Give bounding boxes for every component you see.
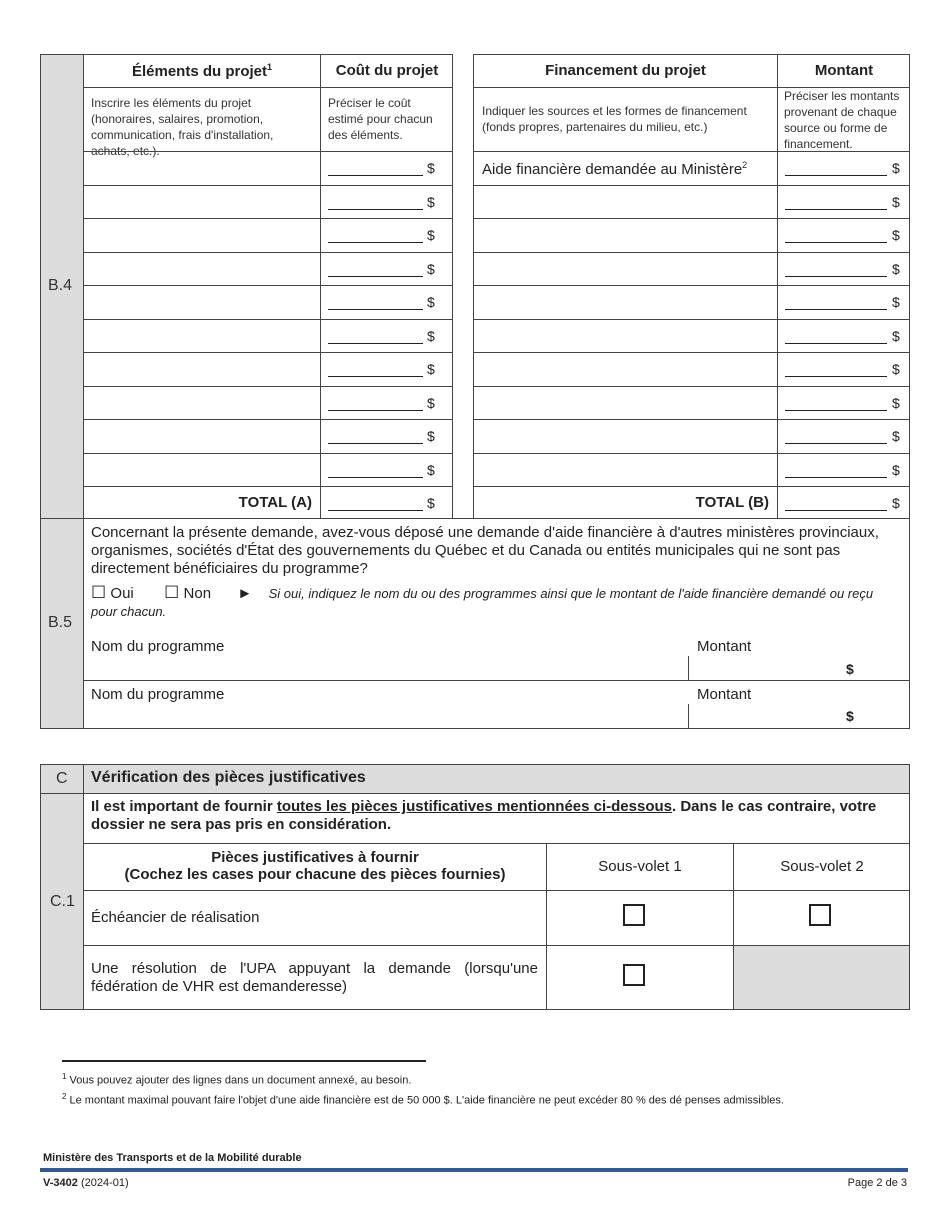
amount-description: Préciser les montants provenant de chaque source ou forme de financement.	[784, 89, 900, 151]
financing-amount-field[interactable]	[785, 209, 887, 210]
cost-amount-field[interactable]	[328, 477, 423, 478]
financing-header: Financement du projet	[545, 62, 706, 79]
cost-currency: $	[427, 495, 435, 511]
b5-answer-row	[91, 584, 901, 621]
financing-currency: $	[892, 495, 900, 511]
financing-amount-field[interactable]	[785, 410, 887, 411]
pieces-header: Pièces justificatives à fournir (Cochez les cases pour chacune des pièces fournies)	[124, 849, 506, 883]
financing-currency: $	[892, 160, 900, 176]
footnote-rule	[62, 1060, 426, 1062]
amount-input-2[interactable]	[690, 704, 840, 728]
cost-currency: $	[427, 227, 435, 243]
footnote-1: $^1$ Vous pouvez ajouter des lignes dans un document annexé, au besoin.	[62, 1072, 412, 1087]
financing-currency: $	[892, 394, 900, 411]
financing-amount-field[interactable]	[785, 242, 887, 243]
c1-section-code: C.1	[50, 893, 75, 910]
cost-amount-field[interactable]	[328, 410, 423, 411]
row1-sous-volet-2-checkbox[interactable]	[809, 904, 831, 926]
total-b-label: TOTAL (B)	[695, 494, 769, 511]
cost-currency: $	[427, 294, 435, 310]
program-name-input-1[interactable]	[84, 656, 688, 680]
cost-amount-field[interactable]	[328, 175, 423, 176]
page-number: Page 2 de 3	[847, 1177, 907, 1189]
cost-currency: $	[427, 394, 435, 411]
c1-warning: Il est important de fournir toutes les pièces justificatives mentionnées ci-dessous. Dans le cas contraire, votre dossier ne sera pas pris en considération.	[91, 798, 877, 833]
cost-currency: $	[427, 361, 435, 377]
cost-description: Préciser le coût estimé pour chacun des éléments.	[328, 96, 433, 142]
amount-label-2: Montant	[697, 686, 752, 703]
financing-amount-field[interactable]	[785, 276, 887, 277]
cost-amount-field[interactable]	[328, 242, 423, 243]
cost-amount-field[interactable]	[328, 510, 423, 511]
cost-amount-field[interactable]	[328, 443, 423, 444]
ministry-aid-label: Aide financière demandée au Ministère$^2$	[482, 160, 748, 178]
financing-currency: $	[892, 327, 900, 344]
amount-currency-2: $	[846, 708, 854, 724]
financing-amount-field[interactable]	[785, 510, 887, 511]
financing-currency: $	[892, 294, 900, 310]
cost-amount-field[interactable]	[328, 309, 423, 310]
amount-header: Montant	[814, 62, 874, 79]
cost-amount-field[interactable]	[328, 276, 423, 277]
cost-currency: $	[427, 428, 435, 444]
program-name-input-2[interactable]	[84, 704, 688, 728]
piece-row-label: Échéancier de réalisation	[91, 909, 260, 926]
elements-description: Inscrire les éléments du projet (honoraires, salaires, promotion, communication, frais d'installation, achats, etc.).	[91, 96, 274, 158]
footer-rule	[40, 1168, 908, 1172]
sous-volet-1-header: Sous-volet 1	[598, 858, 682, 875]
cost-currency: $	[427, 260, 435, 277]
program-name-label-2: Nom du programme	[91, 686, 225, 703]
cost-currency: $	[427, 461, 435, 478]
financing-currency: $	[892, 428, 900, 444]
row1-sous-volet-1-checkbox[interactable]	[623, 904, 645, 926]
financing-amount-field[interactable]	[785, 376, 887, 377]
total-a-label: TOTAL (A)	[238, 494, 312, 511]
financing-currency: $	[892, 193, 900, 210]
cost-header: Coût du projet	[335, 62, 439, 79]
oui-label: Oui	[110, 585, 134, 602]
cost-currency: $	[427, 327, 435, 344]
financing-currency: $	[892, 260, 900, 277]
financing-currency: $	[892, 361, 900, 377]
c-section-code: C	[56, 770, 68, 787]
b4-section-code: B.4	[48, 277, 73, 294]
cost-amount-field[interactable]	[328, 343, 423, 344]
cost-currency: $	[427, 160, 435, 176]
cost-amount-field[interactable]	[328, 376, 423, 377]
sous-volet-2-header: Sous-volet 2	[780, 858, 864, 875]
financing-description: Indiquer les sources et les formes de financement (fonds propres, partenaires du milieu, etc.)	[482, 104, 747, 134]
b5-question: Concernant la présente demande, avez-vous déposé une demande d'aide financière à d'autres ministères provinciaux, organismes, sociétés d'État des gouvernements du Québec et du Canada ou entités municipales qui ne sont pas directement bénéficiaires du programme?	[91, 524, 879, 577]
footnote-2: $^2$ Le montant maximal pouvant faire l'objet d'une aide financière est de 50 000 $. L'aide financière ne peut excéder 80 % des dé penses admissibles.	[62, 1092, 784, 1107]
financing-amount-field[interactable]	[785, 343, 887, 344]
program-name-label-1: Nom du programme	[91, 638, 225, 655]
non-label: Non	[183, 585, 212, 602]
amount-input-1[interactable]	[690, 656, 840, 680]
elements-header: Éléments du projet$^1$	[131, 62, 273, 80]
financing-currency: $	[892, 227, 900, 243]
row2-sous-volet-2-disabled	[733, 945, 910, 1010]
financing-amount-field[interactable]	[785, 477, 887, 478]
b5-instruction: Si oui, indiquez le nom du ou des programmes ainsi que le montant de l'aide financière demandé ou reçu pour chacun.	[91, 586, 874, 619]
amount-currency-1: $	[846, 661, 854, 677]
b5-section-code: B.5	[48, 614, 73, 631]
non-checkbox[interactable]: ☐	[164, 583, 180, 602]
row2-sous-volet-1-checkbox[interactable]	[623, 964, 645, 986]
arrow-icon: ►	[237, 585, 253, 602]
amount-label-1: Montant	[697, 638, 752, 655]
financing-currency: $	[892, 461, 900, 478]
form-code: V-3402 (2024-01)	[43, 1177, 129, 1189]
financing-amount-field[interactable]	[785, 175, 887, 176]
c-title: Vérification des pièces justificatives	[91, 769, 366, 786]
cost-amount-field[interactable]	[328, 209, 423, 210]
cost-currency: $	[427, 193, 435, 210]
ministry-name: Ministère des Transports et de la Mobilité durable	[43, 1152, 302, 1164]
financing-amount-field[interactable]	[785, 309, 887, 310]
financing-amount-field[interactable]	[785, 443, 887, 444]
oui-checkbox[interactable]: ☐	[91, 583, 107, 602]
piece-row-label: Une résolution de l'UPA appuyant la demande (lorsqu'une fédération de VHR est demanderesse)	[91, 960, 538, 995]
